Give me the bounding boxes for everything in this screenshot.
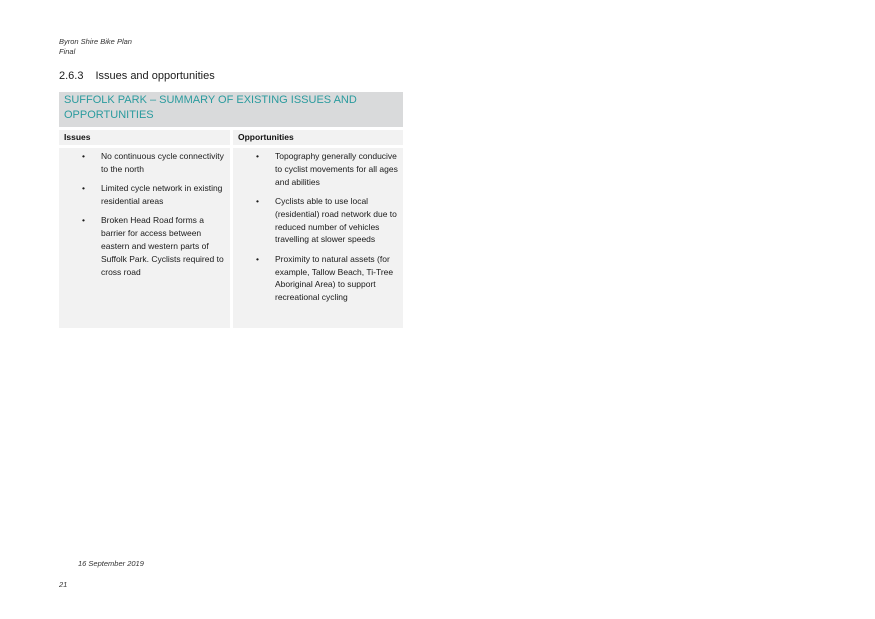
list-item [59, 182, 226, 208]
section-heading [59, 70, 215, 82]
bullet-icon: • [82, 215, 85, 226]
document-title: Byron Shire Bike Plan [59, 37, 132, 46]
issues-list [59, 150, 226, 278]
opportunities-body [233, 148, 403, 328]
bullet-icon: • [256, 195, 259, 206]
issues-header: Issues [59, 130, 230, 145]
bullet-icon: • [82, 151, 85, 161]
opportunities-column [233, 130, 403, 328]
opportunities-header: Opportunities [233, 130, 403, 145]
page-number: 21 [59, 580, 68, 589]
list-item [59, 150, 226, 176]
summary-table [59, 92, 403, 328]
opportunity-text: Topography generally conducive to cyclist movements for all ages and abilities [275, 151, 398, 187]
opportunity-text: Proximity to natural assets (for example, Tallow Beach, Ti-Tree Aboriginal Area) to support recreational cycling [275, 253, 394, 303]
opportunities-list [233, 150, 399, 304]
table-title: SUFFOLK PARK – SUMMARY OF EXISTING ISSUES AND OPPORTUNITIES [59, 92, 403, 127]
bullet-icon: • [256, 151, 259, 161]
section-title: Issues and opportunities [95, 70, 215, 82]
list-item [233, 195, 399, 246]
table-columns [59, 130, 403, 328]
list-item [233, 253, 399, 304]
issue-text: Broken Head Road forms a barrier for access between eastern and western parts of Suffolk Park. Cyclists required to cross road [101, 215, 224, 277]
section-number: 2.6.3 [59, 70, 84, 82]
list-item [233, 150, 399, 188]
issues-body [59, 148, 230, 328]
opportunity-text: Cyclists able to use local (residential) road network due to reduced number of vehicles travelling at slower speeds [275, 195, 397, 245]
issue-text: No continuous cycle connectivity to the north [101, 151, 224, 174]
document-header [59, 37, 132, 57]
bullet-icon: • [82, 183, 85, 194]
document-status: Final [59, 47, 76, 56]
bullet-icon: • [256, 253, 259, 264]
footer-date: 16 September 2019 [78, 559, 144, 568]
list-item [59, 214, 226, 278]
issue-text: Limited cycle network in existing residential areas [101, 183, 223, 206]
issues-column [59, 130, 230, 328]
